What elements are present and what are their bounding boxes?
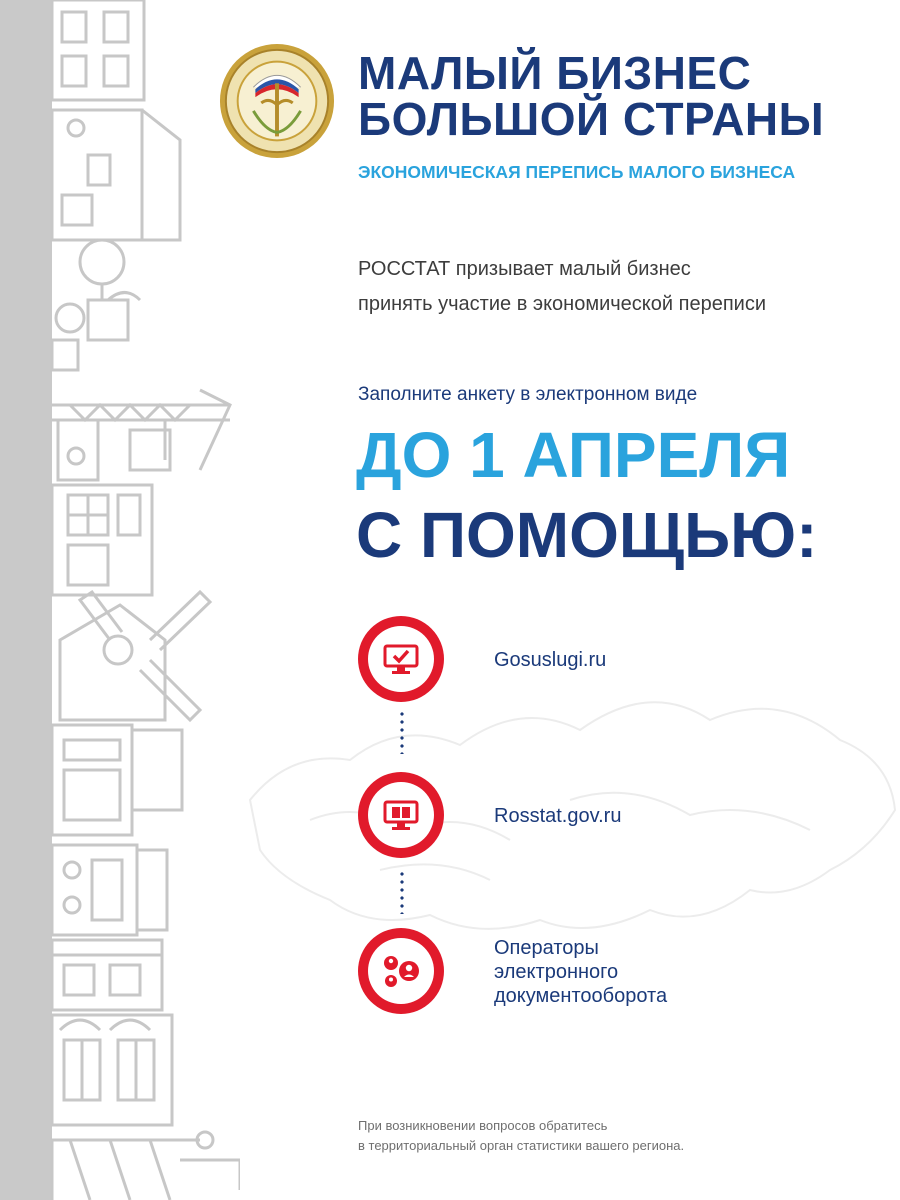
- method-rosstat-label: Rosstat.gov.ru: [494, 805, 622, 827]
- headline-line-2: БОЛЬШОЙ СТРАНЫ: [358, 93, 825, 145]
- operators-line-2: электронного: [494, 961, 619, 983]
- connector-dots: [400, 710, 404, 754]
- headline: [358, 47, 825, 145]
- operators-icon-badge: [358, 928, 444, 1014]
- intro-line-1: РОССТАТ призывает малый бизнес: [358, 258, 691, 280]
- deadline-heading: ДО 1 АПРЕЛЯ: [356, 419, 791, 491]
- method-operators-label: [494, 936, 667, 1008]
- headline-line-1: МАЛЫЙ БИЗНЕС: [358, 47, 752, 99]
- intro-line-2: принять участие в экономической переписи: [358, 293, 767, 315]
- intro-text: [358, 252, 878, 322]
- cta-text: Заполните анкету в электронном виде: [358, 384, 698, 405]
- footer-note: [358, 1116, 684, 1156]
- method-gosuslugi-label: Gosuslugi.ru: [494, 649, 607, 671]
- connector-dots: [400, 870, 404, 914]
- footer-line-1: При возникновении вопросов обратитесь: [358, 1118, 608, 1133]
- operators-line-3: документооборота: [494, 985, 668, 1007]
- monitor-check-icon: [381, 642, 421, 676]
- monitor-document-icon: [381, 798, 421, 832]
- rosstat-icon-badge: [358, 772, 444, 858]
- gosuslugi-icon-badge: [358, 616, 444, 702]
- subtitle: ЭКОНОМИЧЕСКАЯ ПЕРЕПИСЬ МАЛОГО БИЗНЕСА: [358, 162, 796, 182]
- rosstat-emblem-logo: [218, 42, 336, 160]
- footer-line-2: в территориальный орган статистики вашего региона.: [358, 1138, 685, 1153]
- means-heading: С ПОМОЩЬЮ:: [356, 499, 818, 571]
- operators-line-1: Операторы: [494, 937, 599, 959]
- city-illustration: [0, 0, 240, 1200]
- operators-network-icon: [379, 951, 423, 991]
